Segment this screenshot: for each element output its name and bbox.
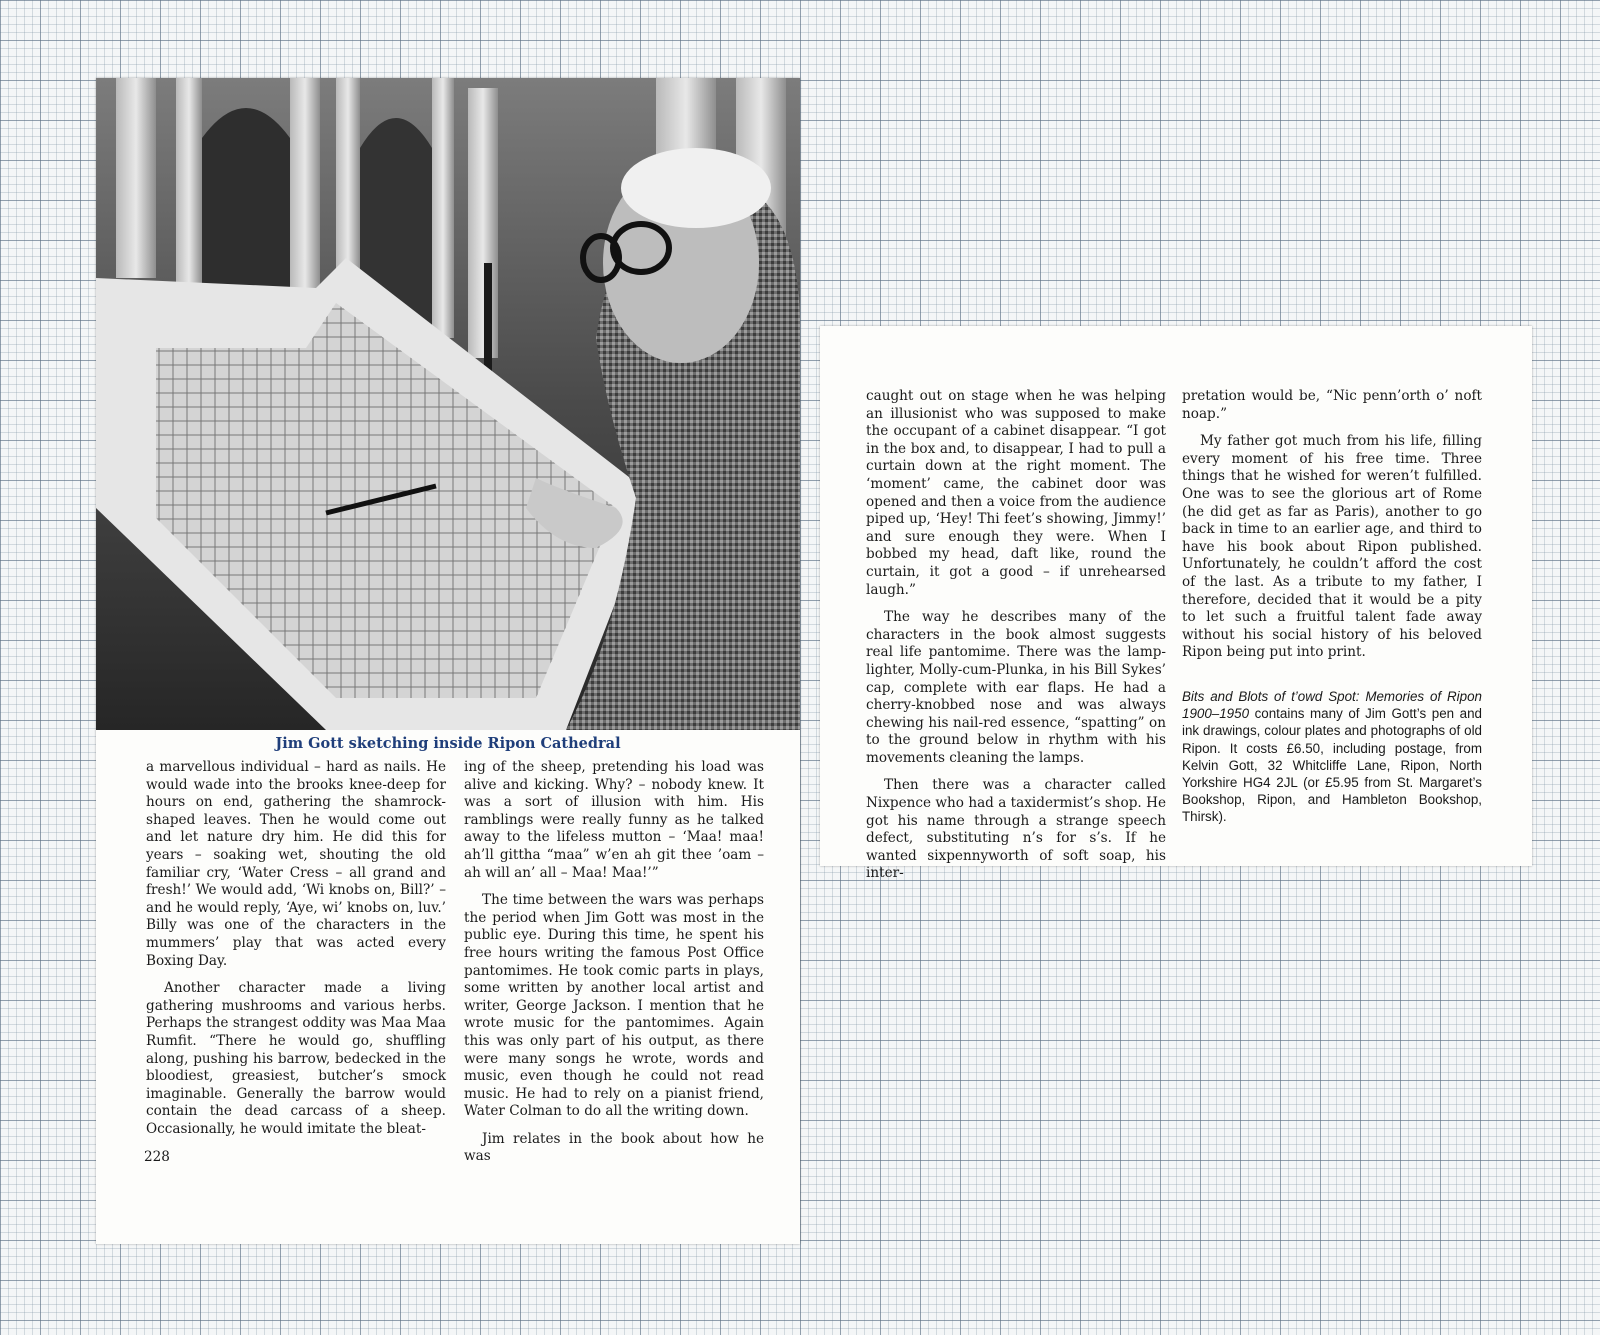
paragraph: Jim relates in the book about how he was bbox=[464, 1130, 764, 1165]
page-number: 228 bbox=[144, 1149, 170, 1165]
right-column-2 bbox=[1182, 388, 1482, 836]
paragraph: a marvellous individual – hard as nails. He would wade into the brooks knee-deep for hours on end, gathering the shamrock-shaped leaves. Then he would come out and let nature dry him. He did this for years – soaking wet, shouting the old familiar cry, ‘Water Cress – all grand and fresh!’ We would add, ‘Wi knobs on, Bill?’ – and he would reply, ‘Aye, wi’ knobs on, luv.’ Billy was one of the characters in the mummers’ play that was acted every Boxing Day. bbox=[146, 759, 446, 969]
left-column-1 bbox=[146, 759, 446, 1148]
paragraph: My father got much from his life, filling every moment of his free time. Three things that he wished for weren’t fulfilled. One was to see the glorious art of Rome (he did get as far as Paris), another to go back in time to an earlier age, and third to have his book about Ripon published. Unfortunately, he couldn’t afford the cost of the last. As a tribute to my father, I therefore, decided that it would be a pity to let such a fruitful talent fade away without his social history of his beloved Ripon being put into print. bbox=[1182, 433, 1482, 661]
photo-caption: Jim Gott sketching inside Ripon Cathedral bbox=[275, 735, 621, 752]
cathedral-photo-illustration bbox=[96, 78, 800, 730]
paragraph: Then there was a character called Nixpence who had a taxidermist’s shop. He got his name through a strange speech defect, substituting n’s for s’s. If he wanted sixpennyworth of soft soap, his inter- bbox=[866, 777, 1166, 882]
photo-man-sketching-icon bbox=[96, 78, 800, 730]
left-clipping bbox=[96, 78, 800, 1244]
right-clipping bbox=[820, 326, 1532, 882]
book-title: Bits and Blots of t’owd Spot: Memories of Ripon 1900–1950 bbox=[1182, 688, 1482, 722]
book-info bbox=[1182, 688, 1482, 826]
paragraph: pretation would be, “Nic penn’orth o’ noft noap.” bbox=[1182, 388, 1482, 422]
book-details: contains many of Jim Gott’s pen and ink drawings, colour plates and photographs of old Ripon. It costs £6.50, including postage, from Kelvin Gott, 32 Whitcliffe Lane, Ripon, North Yorkshire HG4 2JL (or £5.95 from St. Margaret’s Bookshop, Ripon, and Hambleton Bookshop, Thirsk). bbox=[1182, 706, 1482, 825]
paragraph: ing of the sheep, pretending his load was alive and kicking. Why? – nobody knew. It was a sort of illusion with him. His ramblings were really funny as he talked away to the lifeless mutton – ‘Maa! maa! ah’ll gittha “maa” w’en ah git thee ’oam – ah will an’ all – Maa! Maa!’” bbox=[464, 759, 764, 881]
left-column-2 bbox=[464, 759, 764, 1176]
paragraph: Another character made a living gathering mushrooms and various herbs. Perhaps the strangest oddity was Maa Maa Rumfit. “There he would go, shuffling along, pushing his barrow, bedecked in the bloodiest, greasiest, butcher’s smock imaginable. Generally the barrow would contain the dead carcass of a sheep. Occasionally, he would imitate the bleat- bbox=[146, 980, 446, 1137]
right-column-1 bbox=[866, 388, 1166, 893]
paragraph: caught out on stage when he was helping an illusionist who was supposed to make the occupant of a cabinet disappear. “I got in the box and, to disappear, I had to pull a curtain down at the right moment. The ‘moment’ came, the cabinet door was opened and then a voice from the audience piped up, ‘Hey! Thi feet’s showing, Jimmy!’ and sure enough they were. When I bobbed my head, daft like, round the curtain, it got a good – if unrehearsed laugh.” bbox=[866, 388, 1166, 598]
paragraph: The way he describes many of the characters in the book almost suggests real life pantomime. There was the lamp-lighter, Molly-cum-Plunka, in his Bill Sykes’ cap, complete with ear flaps. He had a cherry-knobbed nose and was always chewing his nail-red essence, “spatting” on to the ground below in rhythm with his movements cleaning the lamps. bbox=[866, 609, 1166, 766]
paragraph: The time between the wars was perhaps the period when Jim Gott was most in the public eye. During this time, he spent his free hours writing the famous Post Office pantomimes. He took comic parts in plays, some written by another local artist and writer, George Jackson. I mention that he wrote music for the pantomimes. Again this was only part of his output, as there were many songs he wrote, words and music, even though he could not read music. He had to rely on a pianist friend, Water Colman to do all the writing down. bbox=[464, 892, 764, 1120]
